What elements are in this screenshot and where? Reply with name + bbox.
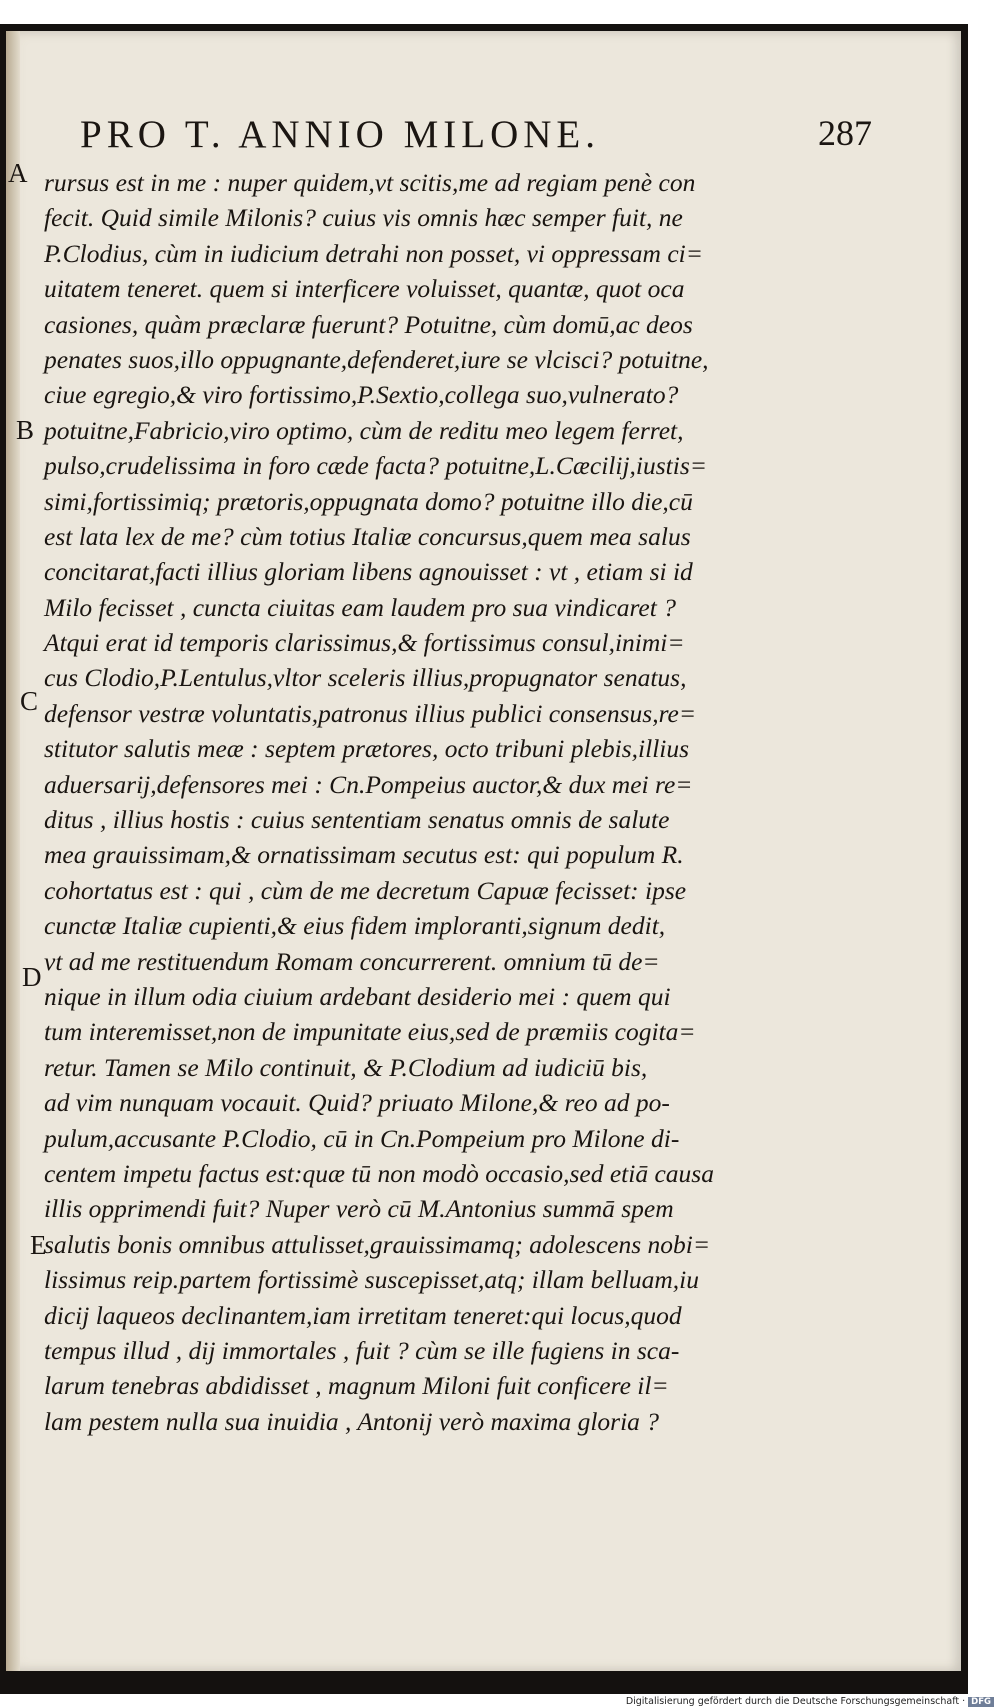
page-gutter-edge [6,31,20,1671]
running-head [80,112,880,162]
text-line: illis opprimendi fuit? Nuper verò cū M.Antonius summā spem [44,1194,674,1224]
digitization-credit [626,1696,994,1707]
text-line: pulum,accusante P.Clodio, cū in Cn.Pompeium pro Milone di- [44,1123,680,1153]
text-line: rursus est in me : nuper quidem,vt scitis,me ad regiam penè con [44,168,696,197]
text-line: cohortatus est : qui , cùm de me decretum Capuæ fecisset: ipse [44,875,687,905]
text-line: nique in illum odia ciuium ardebant desiderio mei : quem qui [44,981,671,1011]
margin-letter-d: D [22,962,42,992]
text-line: potuitne,Fabricio,viro optimo, cùm de reditu meo legem ferret, [44,415,684,445]
text-line: stitutor salutis meæ : septem prætores, octo tribuni plebis,illius [44,734,690,764]
text-line: casiones, quàm præclaræ fuerunt? Potuitne, cùm domū,ac deos [44,309,693,339]
text-line: ciue egregio,& viro fortissimo,P.Sextio,collega suo,vulnerato? [44,380,679,410]
text-line: centem impetu factus est:quæ tū non modò occasio,sed etiā causa [44,1158,714,1188]
margin-letter-b: B [16,415,35,445]
text-line: defensor vestræ voluntatis,patronus illius publici consensus,re= [44,698,697,728]
margin-letter-a: A [8,158,28,188]
text-line: penates suos,illo oppugnante,defenderet,iure se vlcisci? potuitne, [44,344,709,374]
body-text [44,165,744,1439]
text-line: est lata lex de me? cùm totius Italiæ concursus,quem mea salus [44,521,691,551]
text-line: tum interemisset,non de impunitate eius,sed de præmiis cogita= [44,1017,696,1047]
text-line: larum tenebras abdidisset , magnum Miloni fuit conficere il= [44,1371,669,1401]
dfg-logo: DFG [968,1697,994,1707]
text-line: uitatem teneret. quem si interficere voluisset, quantæ, quot oca [44,274,685,304]
text-line: lissimus reip.partem fortissimè suscepisset,atq; illam belluam,iu [44,1265,699,1295]
text-line: concitarat,facti illius gloriam libens agnouisset : vt , etiam si id [44,557,693,587]
running-head-title: PRO T. ANNIO MILONE. [80,113,600,156]
credit-text: Digitalisierung gefördert durch die Deutsche Forschungsgemeinschaft · [625,1696,966,1707]
text-line: fecit. Quid simile Milonis? cuius vis omnis hæc semper fuit, ne [44,203,683,233]
text-line: simi,fortissimiq; prætoris,oppugnata domo? potuitne illo die,cū [44,486,693,516]
text-line: ditus , illius hostis : cuius sententiam senatus omnis de salute [44,805,670,835]
margin-letter-e: E [30,1230,47,1260]
text-line: vt ad me restituendum Romam concurrerent. omnium tū de= [44,946,660,976]
text-line: retur. Tamen se Milo continuit, & P.Clodium ad iudiciū bis, [44,1052,648,1082]
text-line: pulso,crudelissima in foro cæde facta? potuitne,L.Cæcilij,iustis= [44,451,707,481]
text-line: cus Clodio,P.Lentulus,vltor sceleris illius,propugnator senatus, [44,663,687,693]
text-line: salutis bonis omnibus attulisset,grauissimamq; adolescens nobi= [44,1229,711,1259]
margin-letter-c: C [20,686,39,716]
text-line: aduersarij,defensores mei : Cn.Pompeius auctor,& dux mei re= [44,769,693,799]
text-line: P.Clodius, cùm in iudicium detrahi non posset, vi oppressam ci= [44,238,703,268]
text-line: cunctæ Italiæ cupienti,& eius fidem imploranti,signum dedit, [44,911,666,941]
text-line: Atqui erat id temporis clarissimus,& fortissimus consul,inimi= [44,628,685,658]
text-line: tempus illud , dij immortales , fuit ? cùm se ille fugiens in sca- [44,1335,680,1365]
text-line: ad vim nunquam vocauit. Quid? priuato Milone,& reo ad po- [44,1088,670,1118]
text-line: dicij laqueos declinantem,iam irretitam teneret:qui locus,quod [44,1300,682,1330]
text-line: mea grauissimam,& ornatissimam secutus est: qui populum R. [44,840,684,870]
text-line: lam pestem nulla sua inuidia , Antonij verò maxima gloria ? [44,1406,660,1436]
text-line: Milo fecisset , cuncta ciuitas eam laudem pro sua vindicaret ? [44,592,676,622]
page-number: 287 [818,113,872,153]
